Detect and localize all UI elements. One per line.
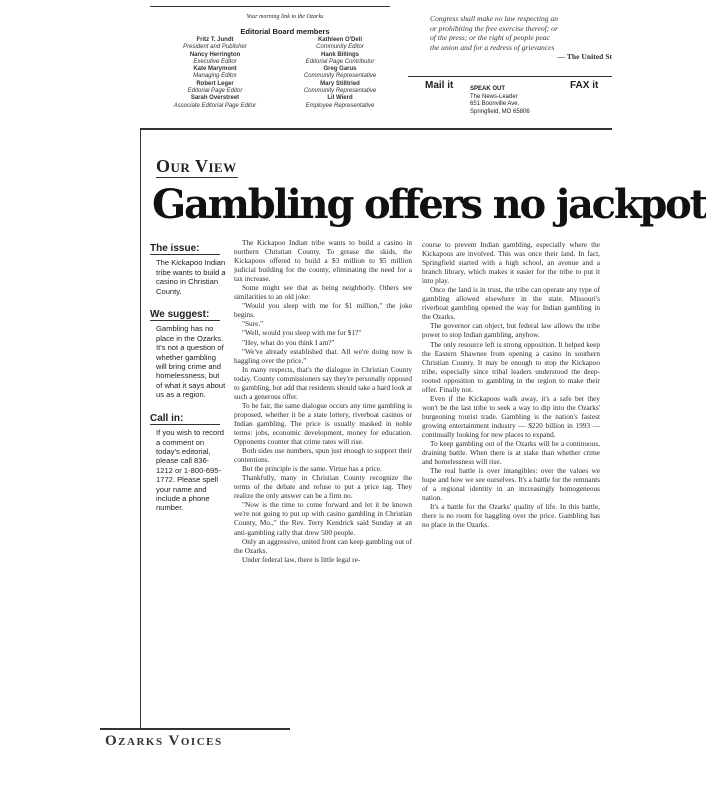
board-member: Robert Leger Editorial Page Editor bbox=[187, 80, 243, 95]
paragraph: Only an aggressive, united front can keep gambling out of the Ozarks. bbox=[234, 536, 412, 555]
board-member: Kathleen O'Dell Community Editor bbox=[316, 37, 364, 51]
masthead-tagline: Your morning link to the Ozarks bbox=[246, 14, 324, 20]
paragraph: But the principle is the same. Virtue has a price. bbox=[242, 464, 382, 474]
callin-rule bbox=[150, 424, 220, 425]
issue-rule bbox=[150, 254, 220, 255]
paragraph: course to prevent Indian gambling, especially where the Kickapoos are involved. This was once their land. In fact, Springfield started with a high school, an avenue and a branch library, which makes it easier for the tribe to put it into play. bbox=[422, 240, 600, 286]
editorial-top-rule bbox=[140, 128, 612, 130]
mail-label: Mail it bbox=[425, 80, 454, 91]
mail-line: 651 Boonville Ave. bbox=[470, 101, 520, 107]
callin-heading: Call in: bbox=[150, 412, 184, 424]
paragraph: "Sure." bbox=[242, 319, 264, 329]
quote-line: of the press; or the right of people peac bbox=[430, 33, 550, 42]
mail-line: The News-Leader bbox=[470, 93, 518, 100]
first-amendment-quote bbox=[430, 14, 612, 62]
board-left bbox=[155, 37, 275, 110]
paragraph: "Hey, what do you think I am?" bbox=[242, 337, 335, 347]
mail-line: SPEAK OUT bbox=[470, 86, 506, 92]
suggest-heading: We suggest: bbox=[150, 309, 210, 321]
footer-section-label: Ozarks Voices bbox=[105, 733, 223, 749]
paragraph: To be fair, the same dialogue occurs any time gambling is proposed, whether it be a state lottery, riverboat casinos or Indian gambling. The price is usually masked in noble terms: jobs, economic development, money for education. Opponents counter that crime rates will rise. bbox=[234, 400, 412, 447]
footer-rule bbox=[100, 728, 290, 730]
suggest-rule bbox=[150, 320, 220, 321]
masthead-divider bbox=[408, 76, 612, 77]
paragraph: The governor can object, but federal law allows the tribe power to stop Indian gambling, anyhow. bbox=[422, 321, 600, 340]
paragraph: It's a battle for the Ozarks' quality of life. In this battle, there is no room for haggling over the price. Gambling has no place in the Ozarks. bbox=[422, 502, 600, 530]
section-label-underline bbox=[156, 177, 238, 178]
section-label: Our View bbox=[156, 156, 237, 176]
paragraph: The Kickapoo Indian tribe wants to build a casino in northern Christian County. To grease the skids, the Kickapoos offered to build a $3 million to $5 million judicial building for the county, eliminating the need for a tax increase. bbox=[234, 238, 412, 284]
board-member: Kate Marymont Managing Editor bbox=[193, 66, 237, 80]
callin-text: If you wish to record a comment on today's editorial, please call 836-1212 or 1-800-695-1772. Please spell your name and include a phone number. bbox=[156, 428, 224, 513]
mail-line: Springfield, MO 65806 bbox=[470, 108, 530, 115]
paragraph: Once the land is in trust, the tribe can operate any type of gambling allowed elsewhere in the state. Missouri's riverboat gambling opened the way for Indian gambling in the Ozarks. bbox=[422, 285, 600, 322]
paragraph: In many respects, that's the dialogue in Christian County today. County commissioners say they're personally opposed to gambling, but add that residents should take a hard look at such a generous offer. bbox=[234, 364, 412, 401]
board-member: Hank Billings Editorial Page Contributor bbox=[305, 51, 375, 65]
issue-heading: The issue: bbox=[150, 243, 200, 254]
paragraph: "We've already established that. All we're doing now is haggling over the price." bbox=[234, 346, 412, 365]
paragraph: The only resource left is strong opposition. It helped keep the Eastern Shawnee from opening a casino in southern Christian County. It may be enough to stop the Kickapoo tribe, especially since tribal leaders understood the deep-rooted opposition to gambling in the region to make their offer. Finally not. bbox=[422, 339, 600, 394]
paragraph: "Now is the time to come forward and let it be known we're not going to put up with casino gambling in Christian County, Mo.," the Rev. Terry Kendrick said Sunday at an anti-gambling rally that drew 500 people. bbox=[234, 500, 412, 537]
paragraph: "Would you sleep with me for $1 million," the joke begins. bbox=[234, 301, 412, 320]
suggest-text: Gambling has no place in the Ozarks. It's not a question of whether gambling will bring crime and homelessness, but of what it says about us as a region. bbox=[156, 324, 226, 400]
paragraph: Both sides use numbers, spun just enough to support their contentions. bbox=[234, 446, 412, 465]
paragraph: Thankfully, many in Christian County recognize the terms of the debate and refuse to put a price tag. They realize the only answer can be a firm no. bbox=[234, 473, 412, 501]
top-rule bbox=[150, 6, 390, 7]
editorial-left-rule bbox=[140, 128, 141, 728]
board-member: Sarah Overstreet Associate Editorial Page Editor bbox=[173, 95, 257, 109]
quote-line: the union and for a redress of grievances bbox=[430, 42, 555, 52]
board-right bbox=[280, 37, 400, 110]
paragraph: To keep gambling out of the Ozarks will be a continuous, draining battle. When there is at stake than whether crime and homelessness will rise. bbox=[422, 439, 600, 467]
paragraph: Even if the Kickapoos walk away, it's a safe bet they won't be the last tribe to seek a way to dip into the Ozarks' burgeoning tourist trade. Gambling is the nation's fastest growing entertainment industry — $220 billion in 1993 — continually looking for new places to expand. bbox=[422, 393, 600, 439]
board-member: Mary Stilltried Community Representative bbox=[303, 80, 377, 95]
paragraph: The real battle is over intangibles: over the values we hope and how we see ourselves. It's a battle for the remnants of a regional identity in an increasingly homogeneous nation. bbox=[422, 466, 600, 503]
body-column-2 bbox=[422, 240, 600, 530]
paragraph: Some might see that as being neighborly. Others see similarities to an old joke: bbox=[234, 283, 412, 302]
paragraph: "Well, would you sleep with me for $1?" bbox=[242, 328, 362, 338]
mail-address bbox=[470, 86, 550, 116]
board-heading: Editorial Board members bbox=[240, 27, 330, 36]
quote-line: Congress shall make no law respecting an bbox=[430, 14, 559, 23]
quote-source: — The United St bbox=[557, 52, 612, 61]
issue-text: The Kickapoo Indian tribe wants to build a casino in Christian County. bbox=[156, 258, 226, 296]
paragraph: Under federal law, there is little legal re- bbox=[242, 554, 361, 564]
board-member: Greg Garus Community Representative bbox=[303, 66, 377, 80]
board-member: Fritz T. Jundt President and Publisher bbox=[183, 37, 247, 51]
board-member: Nancy Herrington Executive Editor bbox=[189, 51, 241, 65]
fax-label: FAX it bbox=[570, 80, 599, 91]
board-member: Lil Wierd Employee Representative bbox=[305, 95, 375, 109]
sidebar bbox=[150, 244, 226, 513]
body-column-1 bbox=[234, 238, 412, 564]
headline: Gambling offers no jackpot bbox=[152, 181, 706, 228]
quote-line: or prohibiting the free exercise thereof; or bbox=[430, 23, 558, 33]
